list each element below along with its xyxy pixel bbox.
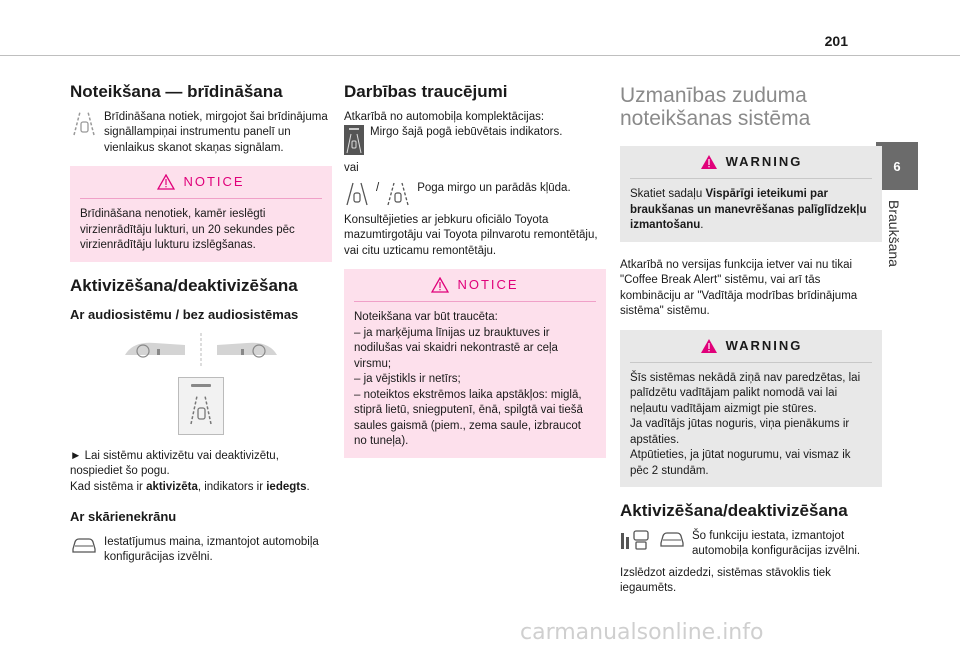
notice-title: NOTICE	[183, 174, 245, 190]
car-fault-alt-icon	[385, 181, 411, 207]
warning-box-1	[620, 146, 882, 242]
section-title-activation-2: Aktivizēšana/deaktivizēšana	[620, 501, 848, 520]
chapter-tab[interactable]: 6	[876, 142, 918, 190]
warning2-line-0: Šīs sistēmas nekādā ziņā nav paredzētas, lai palīdzētu vadītājam palikt nomodā vai lai neļautu vadītājam aizmigt pie stūres.	[630, 371, 861, 415]
watermark: carmanualsonline.info	[520, 620, 764, 645]
warning1-end: .	[700, 219, 704, 231]
malfunction-slash: /	[376, 181, 380, 194]
step-status	[70, 480, 332, 496]
lane-button-figure[interactable]	[178, 377, 224, 435]
column-1	[70, 70, 332, 572]
subtitle-audio: Ar audiosistēmu / bez audiosistēmas	[70, 307, 299, 322]
warning2-line-2: Atpūtieties, ja jūtat nogurumu, vai vismaz ik pēc 2 stundām.	[630, 449, 851, 477]
malfunction-row1	[344, 125, 606, 155]
lane-departure-icon	[70, 110, 98, 136]
notice2-line-0: Noteikšana var būt traucēta:	[354, 311, 498, 323]
notice-box-1	[70, 166, 332, 262]
version-text: Atkarībā no versijas funkcija ietver vai nu tikai "Coffee Break Alert" sistēmu, vai arī tās kombināciju ar "Vadītāja modrības brīdinājuma sistēma" sistēmu.	[620, 258, 858, 317]
page-number: 201	[824, 33, 848, 49]
step-status-pre: Kad sistēma ir	[70, 480, 147, 493]
warning-triangle-icon	[700, 154, 718, 170]
malfunction-or: vai	[344, 162, 359, 174]
car-settings-icon	[658, 529, 686, 549]
warning-box-2	[620, 330, 882, 488]
steering-panel-right-icon	[215, 337, 279, 363]
settings-row	[620, 529, 882, 560]
header-rule	[0, 55, 960, 56]
touch-text: Iestatījumus maina, izmantojot automobiļa konfigurācijas izvēlni.	[104, 535, 319, 563]
warning-header-2	[630, 338, 872, 363]
notice-title-2: NOTICE	[457, 277, 519, 293]
warning1-pre: Skatiet sadaļu	[630, 188, 706, 200]
car-settings-icon	[70, 535, 98, 555]
consult-text: Konsultējieties ar jebkuru oficiālo Toyota mazumtirgotāju vai Toyota pilnvarotu remontētāju, vai citu uzticamu remontētāju.	[344, 213, 598, 257]
warning2-line-1: Ja vadītājs jūtas noguris, viņa pienākums ir apstāties.	[630, 418, 850, 446]
notice2-line-2: – ja vējstikls ir netīrs;	[354, 373, 461, 385]
warning1-link: Vispārīgi ieteikumi par braukšanas un manevrēšanas palīglīdzekļu izmantošanu	[630, 188, 867, 231]
button-indicator-led	[191, 384, 211, 387]
settings-app-icon	[620, 529, 652, 551]
settings-text: Šo funkciju iestata, izmantojot automobiļa konfigurācijas izvēlni.	[692, 529, 861, 557]
warning-triangle-icon	[431, 277, 449, 293]
chapter-label: Braukšana	[886, 200, 902, 267]
column-3	[620, 70, 882, 605]
section-title-attention: Uzmanības zuduma noteikšanas sistēma	[620, 84, 811, 130]
memory-text: Izslēdzot aizdedzi, sistēmas stāvoklis tiek iegaumēts.	[620, 566, 831, 594]
touch-row	[70, 535, 332, 566]
malfunction-line3: Poga mirgo un parādās kļūda.	[417, 181, 571, 194]
notice-header	[80, 174, 322, 199]
warning-header-1	[630, 154, 872, 179]
malfunction-line2: Mirgo šajā pogā iebūvētais indikators.	[370, 126, 563, 138]
step-status-mid: , indikators ir	[197, 480, 267, 493]
notice2-line-1: – ja marķējuma līnijas uz brauktuves ir nodilušas vai skaidri nekontrastē ar ceļa virsmu;	[354, 326, 558, 370]
column-2	[344, 70, 606, 474]
subtitle-touchscreen: Ar skārienekrānu	[70, 509, 177, 524]
malfunction-row2	[344, 181, 606, 207]
steering-panel-left-icon	[123, 337, 187, 363]
warning-triangle-icon	[700, 338, 718, 354]
warning-title-2: WARNING	[725, 337, 803, 353]
malfunction-line1: Atkarībā no automobiļa komplektācijas:	[344, 110, 545, 123]
warning1-text	[630, 187, 872, 234]
intro-row	[70, 110, 332, 157]
step-status-activated: aktivizēta	[146, 480, 198, 493]
warning-triangle-icon	[157, 174, 175, 190]
chapter-label-wrap	[876, 200, 918, 310]
notice2-line-3: – noteiktos ekstrēmos laika apstākļos: miglā, stiprā lietū, sniegputenī, ēnā, spilgtā vai tiešā saules gaismā (piem., zema saule, izbraucot no tuneļa).	[354, 388, 583, 447]
intro-text: Brīdināšana notiek, mirgojot šai brīdinājuma signāllampiņai instrumentu panelī un vienlaikus skanot skaņas signālam.	[104, 110, 328, 154]
car-fault-icon	[344, 181, 370, 207]
step-status-end: .	[306, 480, 310, 493]
steering-figure	[70, 333, 332, 367]
divider-icon	[199, 333, 203, 367]
step-status-lit: iedegts	[266, 480, 307, 493]
notice-box-2	[344, 269, 606, 458]
step-text: ► Lai sistēmu aktivizētu vai deaktivizētu, nospiediet šo pogu.	[70, 449, 279, 477]
section-title-malfunction: Darbības traucējumi	[344, 82, 508, 101]
lane-button-dark-icon	[344, 125, 364, 155]
warning-title-1: WARNING	[725, 154, 803, 170]
section-title-detection: Noteikšana — brīdināšana	[70, 82, 283, 101]
section-title-activation: Aktivizēšana/deaktivizēšana	[70, 275, 298, 295]
notice-text: Brīdināšana nenotiek, kamēr ieslēgti virzienrādītāju lukturi, un 20 sekundes pēc virzienrādītāju lukturu izslēgšanas.	[80, 208, 295, 251]
notice-header-2	[354, 277, 596, 302]
lane-button-icon	[187, 394, 215, 426]
